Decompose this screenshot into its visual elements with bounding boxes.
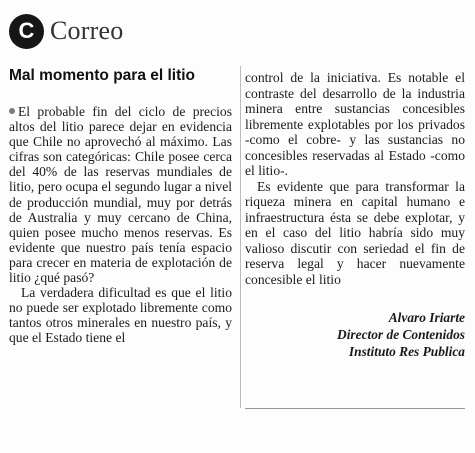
article-paragraph-1 <box>9 104 232 285</box>
author-signature <box>245 309 465 360</box>
article-column-left <box>9 65 232 346</box>
article-paragraph-1-text: El probable fin del ciclo de precios altos del litio parece dejar en evidencia que Chile no aprovechó al máximo. Las cifras son categóricas: Chile posee cerca del 40% de las reservas mundiales de litio, pero ocupa el segundo lugar a nivel de producción mundial, muy por detrás de Australia y muy cercano de China, quien posee mucho menos reservas. Es evidente que nuestro país tenía espacio para crecer en materia de explotación de litio ¿qué pasó? <box>9 104 232 286</box>
bottom-divider <box>245 408 465 409</box>
section-title: Correo <box>50 16 124 45</box>
article-paragraph-3: Es evidente que para transformar la riqueza minera en capital humano e infraestructura ésta se debe explotar, y en el caso del litio habría sido muy valioso discutir con seriedad el fin de reserva legal y hacer nuevamente concesible el litio <box>245 178 465 287</box>
article-column-right <box>245 70 465 360</box>
author-title: Director de Contenidos <box>337 327 465 342</box>
section-logo-icon <box>9 14 44 49</box>
author-name: Alvaro Iriarte <box>388 310 465 325</box>
bullet-icon <box>9 108 15 114</box>
logo-letter: C <box>18 18 35 43</box>
section-header <box>9 12 123 50</box>
column-divider <box>240 66 241 408</box>
article-paragraph-2-end: control de la iniciativa. Es notable el contraste del desarrollo de la industria minera entre sustancias concesibles libremente explotables por los privados -como el cobre- y las sustancias no concesibles reservadas al Estado -como el litio-. <box>245 70 465 178</box>
article-paragraph-2-start: La verdadera dificultad es que el litio no puede ser explotado libremente como tantos otros minerales en nuestro país, y que el Estado tiene el <box>9 285 232 346</box>
author-organization: Instituto Res Publica <box>348 344 465 359</box>
article-headline: Mal momento para el litio <box>9 67 196 84</box>
